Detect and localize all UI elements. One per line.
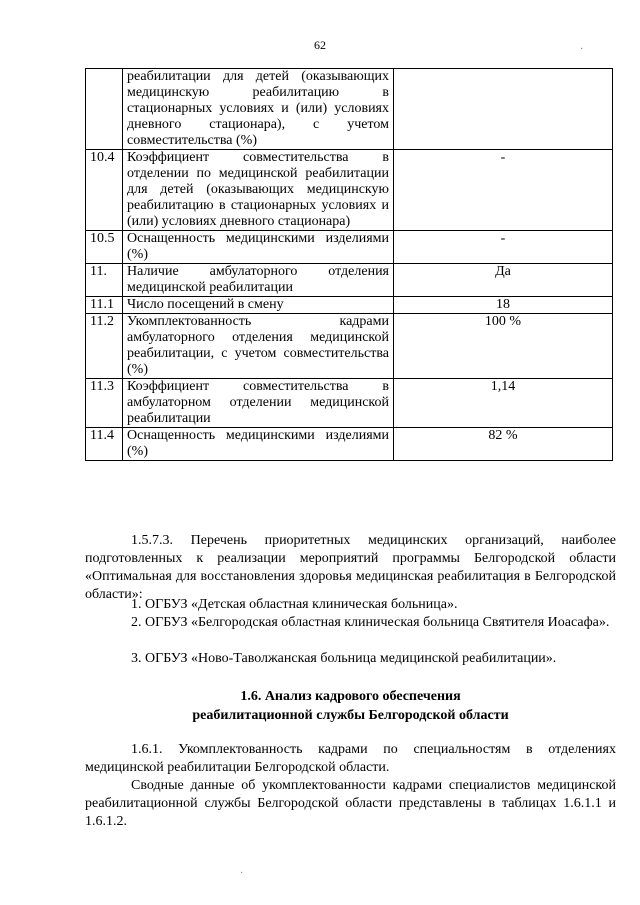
table-row	[86, 264, 613, 297]
scan-speck: ·	[580, 44, 584, 55]
row-number: 10.4	[86, 150, 123, 231]
section-heading-line-2: реабилитационной службы Белгородской области	[192, 708, 509, 723]
table-row	[86, 379, 613, 428]
row-description: Наличие амбулаторного отделения медицинской реабилитации	[123, 264, 394, 297]
table-row	[86, 69, 613, 150]
row-description: реабилитации для детей (оказывающих медицинскую реабилитацию в стационарных условиях и (или) условиях дневного стационара), с учетом совместительства (%)	[123, 69, 394, 150]
row-number: 11.3	[86, 379, 123, 428]
summary-paragraph: Сводные данные об укомплектованности кадрами специалистов медицинской реабилитационной службы Белгородской области представлены в таблицах 1.6.1.1 и 1.6.1.2.	[85, 778, 616, 829]
row-number	[86, 69, 123, 150]
org-list-item-3: 3. ОГБУЗ «Ново-Таволжанская больница медицинской реабилитации».	[131, 651, 557, 666]
row-value	[394, 69, 613, 150]
row-number: 11.2	[86, 314, 123, 379]
row-number: 10.5	[86, 231, 123, 264]
row-value: -	[394, 150, 613, 231]
row-value: 100 %	[394, 314, 613, 379]
row-value: 82 %	[394, 428, 613, 461]
section-heading-line-1: 1.6. Анализ кадрового обеспечения	[240, 689, 461, 704]
table-row	[86, 314, 613, 379]
table-row	[86, 428, 613, 461]
scan-speck: ·	[240, 868, 244, 879]
row-value: 1,14	[394, 379, 613, 428]
page-number: 62	[314, 38, 326, 52]
row-description: Число посещений в смену	[123, 297, 394, 314]
section-heading	[85, 687, 616, 725]
table-row	[86, 150, 613, 231]
row-number: 11.4	[86, 428, 123, 461]
row-description: Укомплектованность кадрами амбулаторного отделения медицинской реабилитации, с учетом совместительства (%)	[123, 314, 394, 379]
table-row	[86, 231, 613, 264]
data-table	[85, 68, 613, 461]
row-description: Коэффициент совместительства в амбулаторном отделении медицинской реабилитации	[123, 379, 394, 428]
row-number: 11.	[86, 264, 123, 297]
row-description: Оснащенность медицинскими изделиями (%)	[123, 231, 394, 264]
row-value: -	[394, 231, 613, 264]
row-description: Коэффициент совместительства в отделении по медицинской реабилитации для детей (оказывающих медицинскую реабилитацию в стационарных условиях и (или) условиях дневного стационара)	[123, 150, 394, 231]
table-row	[86, 297, 613, 314]
section-161-paragraph: 1.6.1. Укомплектованность кадрами по специальностям в отделениях медицинской реабилитации Белгородской области.	[85, 742, 616, 775]
org-list-item-1: 1. ОГБУЗ «Детская областная клиническая больница».	[131, 597, 458, 612]
section-1573-intro: 1.5.7.3. Перечень приоритетных медицинских организаций, наиболее подготовленных к реализации мероприятий программы Белгородской области «Оптимальная для восстановления здоровья медицинская реабилитация в Белгородской области»:	[85, 533, 616, 602]
row-value: Да	[394, 264, 613, 297]
org-list-item-2: 2. ОГБУЗ «Белгородская областная клиническая больница Святителя Иоасафа».	[131, 615, 610, 630]
row-number: 11.1	[86, 297, 123, 314]
row-value: 18	[394, 297, 613, 314]
row-description: Оснащенность медицинскими изделиями (%)	[123, 428, 394, 461]
